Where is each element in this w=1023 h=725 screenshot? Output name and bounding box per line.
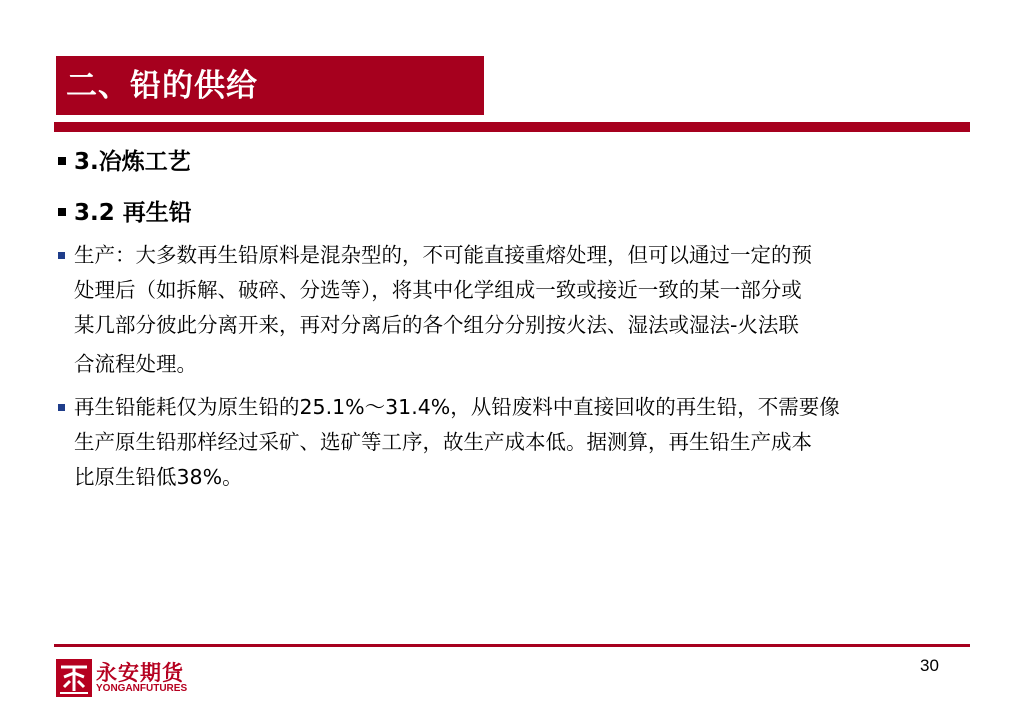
bullet-production [58,238,948,382]
heading-smelting-text: 3.冶炼工艺 [74,149,191,175]
text-line: 再生铅能耗仅为原生铅的25.1%～31.4%，从铅废料中直接回收的再生铅，不需要像 [74,395,840,419]
bullet-square-icon [58,252,65,259]
text-line: 合流程处理。 [74,352,197,376]
bullet-energy-text [74,390,948,495]
text-line: 生产：大多数再生铅原料是混杂型的，不可能直接重熔处理，但可以通过一定的预 [74,243,812,267]
text-line: 处理后（如拆解、破碎、分选等），将其中化学组成一致或接近一致的某一部分或 [74,278,802,302]
logo-name-cn: 永安期货 [96,661,184,685]
logo-name-en: YONGANFUTURES [96,683,188,694]
heading-secondary-lead-text: 3.2 再生铅 [74,200,192,226]
yongan-logo-icon [56,659,92,697]
heading-secondary-lead [58,198,192,228]
text-line: 生产原生铅那样经过采矿、选矿等工序，故生产成本低。据测算，再生铅生产成本 [74,430,812,454]
bottom-divider [54,644,970,647]
text-line: 比原生铅低38%。 [74,465,243,489]
company-logo [56,659,194,697]
bullet-energy [58,390,948,495]
heading-smelting [58,147,191,177]
top-divider [54,122,970,132]
text-line: 某几部分彼此分离开来，再对分离后的各个组分分别按火法、湿法或湿法-火法联 [74,313,799,337]
bullet-square-icon [58,208,66,216]
bullet-square-icon [58,157,66,165]
page-number: 30 [920,656,939,675]
bullet-square-icon [58,404,65,411]
bullet-production-text [74,238,948,382]
slide-title: 二、铅的供给 [66,68,258,104]
